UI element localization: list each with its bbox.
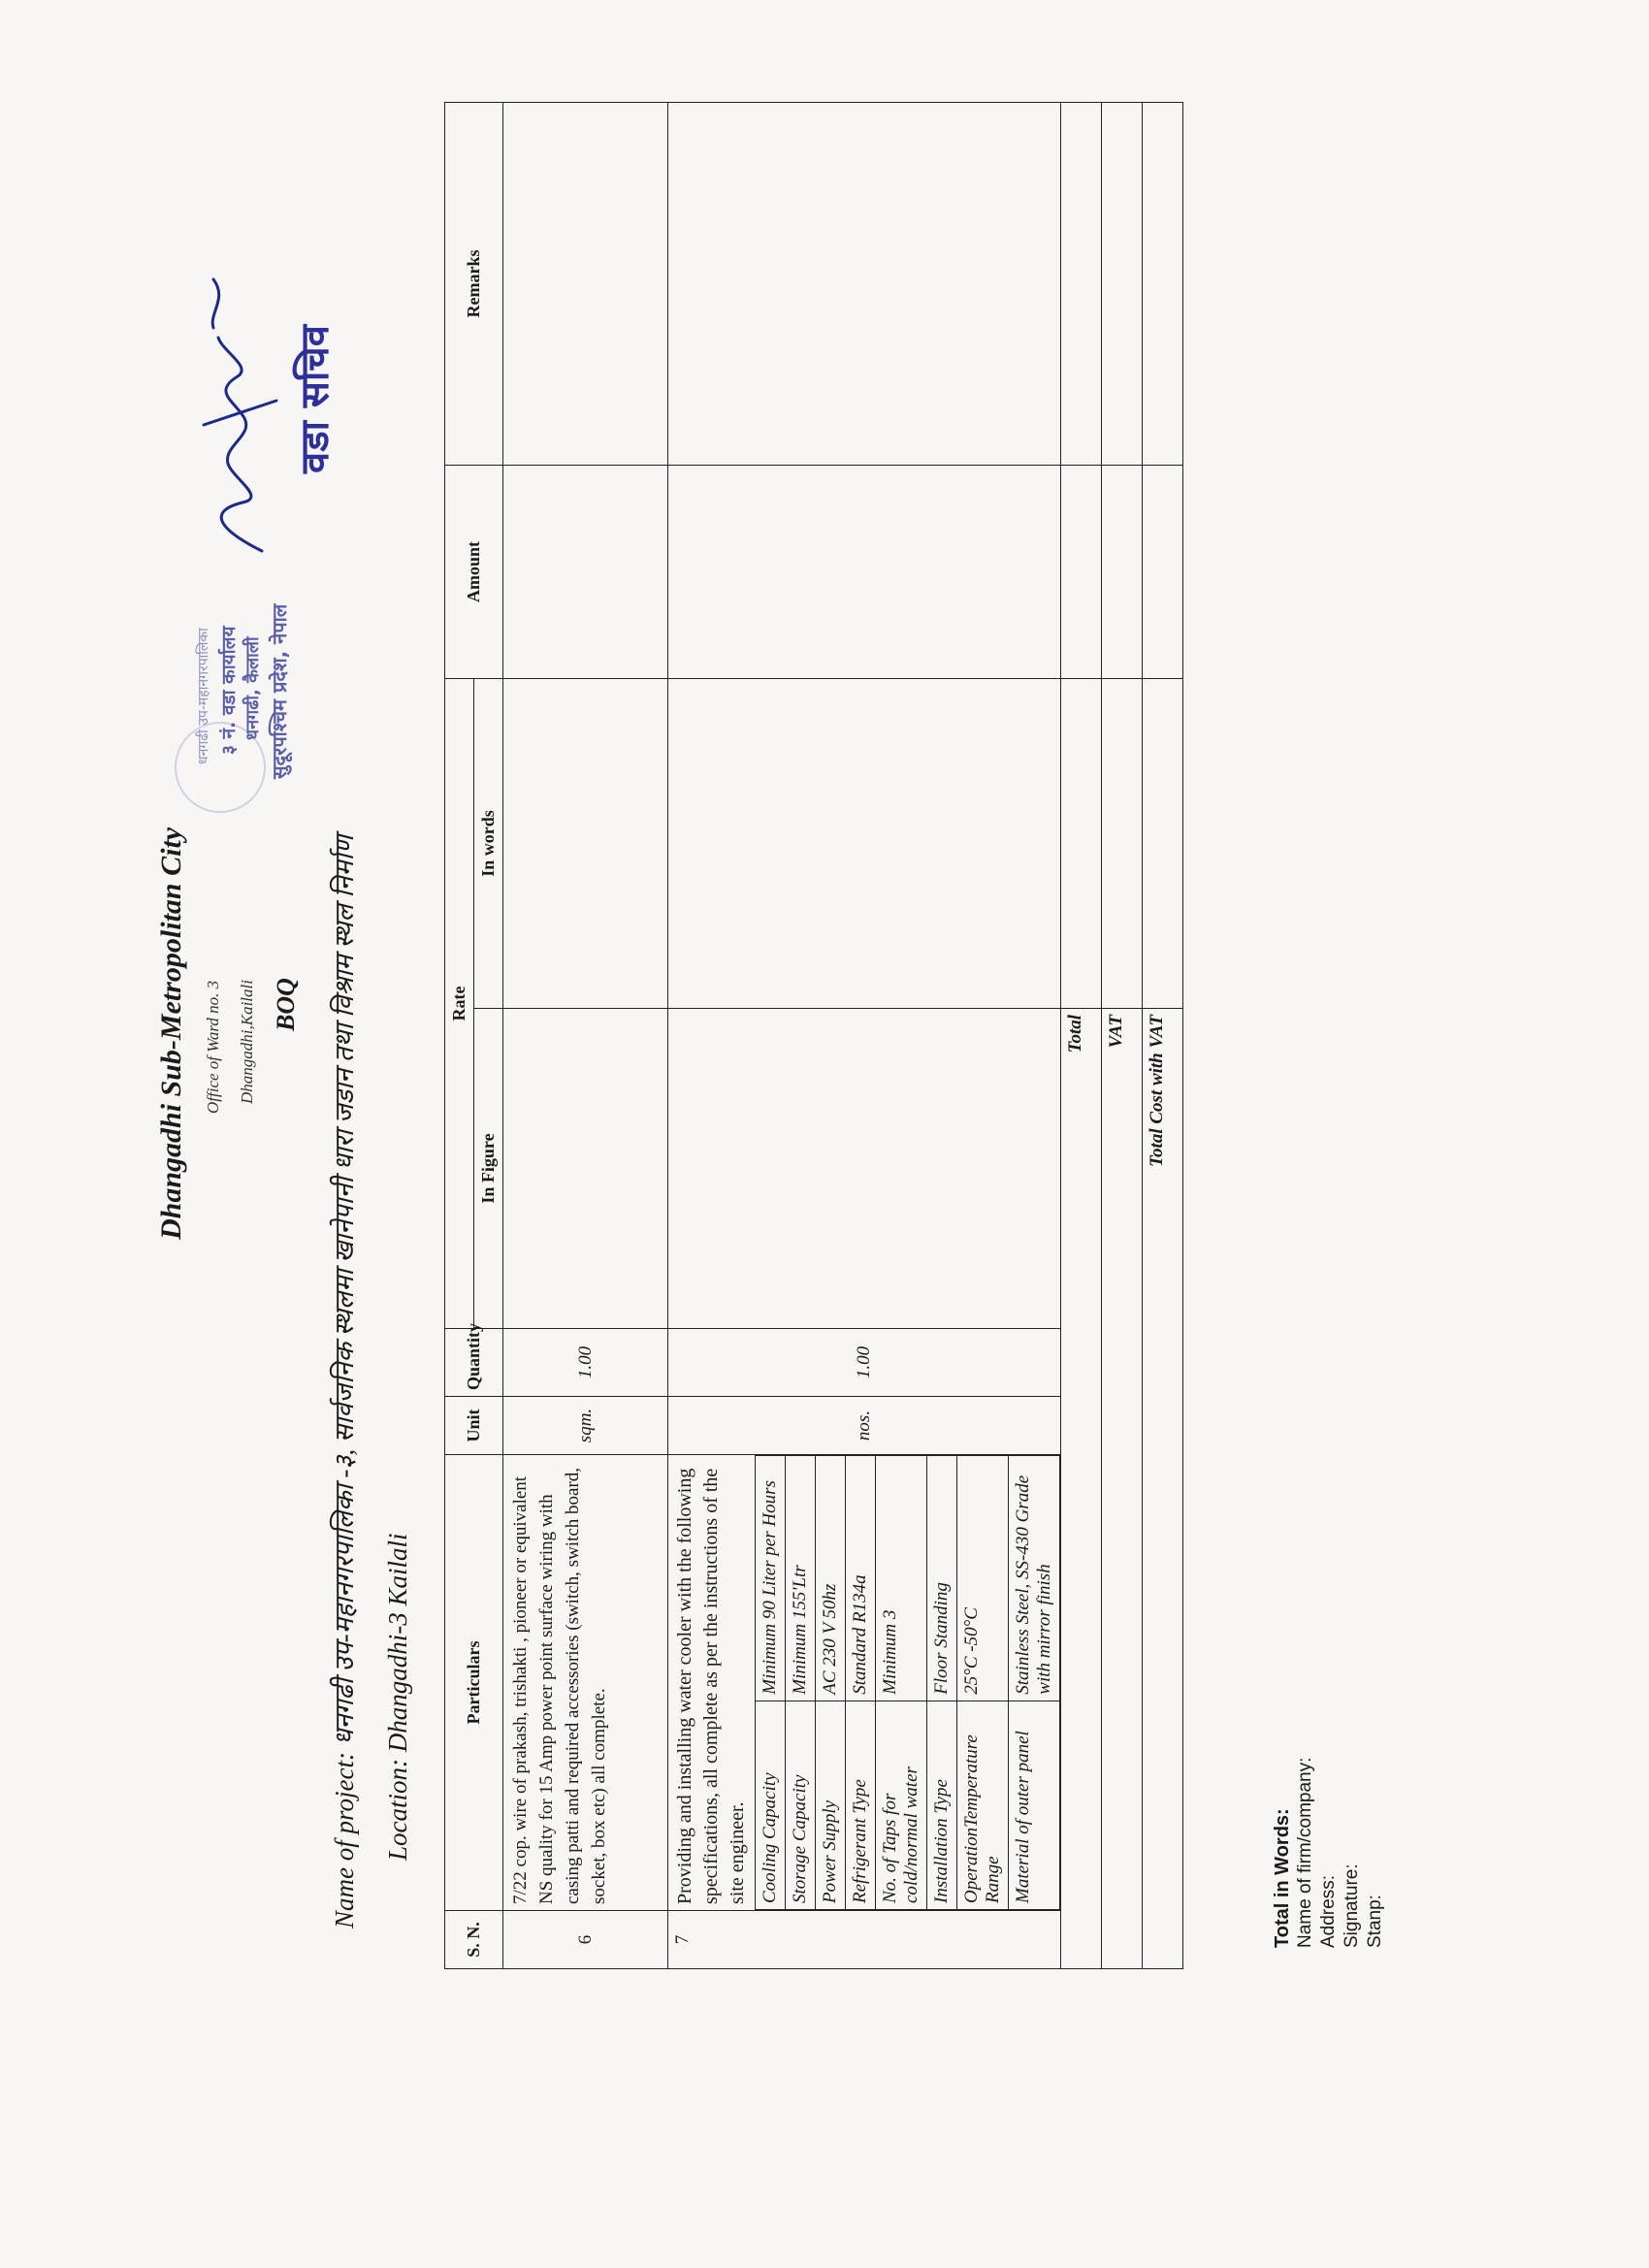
spec-row <box>816 1456 846 1910</box>
spec-value: Minimum 155'Ltr <box>786 1456 816 1701</box>
total-row <box>1061 102 1102 1968</box>
grand-total-row <box>1143 102 1183 1968</box>
document-type: BOQ <box>272 978 300 1031</box>
row-rate-figure <box>503 1009 668 1329</box>
spec-row <box>1009 1456 1060 1910</box>
row-sn: 6 <box>503 1911 668 1969</box>
spec-value: AC 230 V 50hz <box>816 1456 846 1701</box>
spec-value: Stainless Steel, SS-430 Grade with mirror finish <box>1009 1456 1060 1701</box>
spec-name: OperationTemperature Range <box>957 1701 1009 1909</box>
project-name: धनगढी उप-महानगरपालिका -३, सार्वजनिक स्थलमा खानेपानी धारा जडान तथा विश्राम स्थल निर्माण <box>330 834 359 1746</box>
document-title: Dhangadhi Sub-Metropolitan City <box>155 826 187 1240</box>
total-amount <box>1061 465 1102 678</box>
spec-value: 25°C -50°C <box>957 1456 1009 1701</box>
spec-name: Cooling Capacity <box>756 1701 786 1909</box>
stamp-line-4: सुदूरपश्चिम प्रदेश, नेपाल <box>268 603 291 779</box>
total-words <box>1061 678 1102 1008</box>
row-amount <box>668 465 1061 678</box>
row-unit: sqm. <box>503 1397 668 1455</box>
project-label: Name of project: <box>330 1752 359 1928</box>
spec-name: No. of Taps for cold/normal water <box>876 1701 927 1909</box>
header-quantity: Quantity <box>445 1329 503 1397</box>
spec-value: Minimum 3 <box>876 1456 927 1701</box>
location-label: Location: <box>383 1759 412 1861</box>
row-remarks <box>503 102 668 465</box>
office-address: Dhangadhi,Kailali <box>238 980 256 1104</box>
row-particulars: 7/22 cop. wire of prakash, trishakti , pioneer or equivalent NS quality for 15 Amp power point surface wiring with casing patti and required accessories (switch, switch board, socket, box etc) all complete. <box>503 1455 668 1911</box>
row-remarks <box>668 102 1061 465</box>
stamp-label: Stanp: <box>1365 1895 1385 1948</box>
location-line <box>383 1533 413 1861</box>
header-particulars: Particulars <box>445 1455 503 1911</box>
row-rate-figure <box>668 1009 1061 1329</box>
stamp-line-2: ३ नं. वडा कार्यालय <box>218 626 240 755</box>
spec-row <box>927 1456 957 1910</box>
total-in-words-label: Total in Words: <box>1272 1808 1293 1948</box>
vat-row <box>1102 102 1143 1968</box>
spec-row <box>846 1456 876 1910</box>
spec-name: Refrigerant Type <box>846 1701 876 1909</box>
table-row <box>668 102 1061 1968</box>
header-sn: S. N. <box>445 1911 503 1969</box>
grand-total-label: Total Cost with VAT <box>1143 1009 1183 1969</box>
vat-amount <box>1102 465 1143 678</box>
spec-name: Storage Capacity <box>786 1701 816 1909</box>
table-row <box>503 102 668 1968</box>
stamp-line-3: धनगढी, कैलाली <box>242 636 263 740</box>
project-line <box>325 835 361 1928</box>
header-in-figure: In Figure <box>474 1009 503 1329</box>
row-sn: 7 <box>668 1911 1061 1969</box>
spec-name: Material of outer panel <box>1009 1701 1060 1909</box>
spec-value: Minimum 90 Liter per Hours <box>756 1456 786 1701</box>
address-label: Address: <box>1318 1875 1339 1948</box>
spec-name: Power Supply <box>816 1701 846 1909</box>
spec-table <box>755 1455 1060 1910</box>
signature-block <box>184 250 378 570</box>
total-label: Total <box>1061 1009 1102 1969</box>
handwritten-signature <box>184 250 301 570</box>
office-name: Office of Ward no. 3 <box>204 980 222 1114</box>
spec-value: Standard R134a <box>846 1456 876 1701</box>
signatory-title: वडा सचिव <box>293 325 338 473</box>
location-value: Dhangadhi-3 Kailali <box>383 1533 412 1753</box>
boq-table <box>444 102 1183 1969</box>
signature-label: Signature: <box>1342 1863 1362 1948</box>
row-particulars: Providing and installing water cooler with the following specifications, all complete as per the instructions of the site engineer. <box>674 1468 748 1904</box>
row-quantity: 1.00 <box>503 1329 668 1397</box>
header-rate: Rate <box>445 678 474 1328</box>
row-amount <box>503 465 668 678</box>
office-stamp <box>175 599 369 813</box>
row-unit: nos. <box>668 1397 1061 1455</box>
grand-total-words <box>1143 678 1183 1008</box>
row-rate-words <box>668 678 1061 1008</box>
header-amount: Amount <box>445 465 503 678</box>
total-remarks <box>1061 102 1102 465</box>
row-rate-words <box>503 678 668 1008</box>
spec-name: Installation Type <box>927 1701 957 1909</box>
firm-name-label: Name of firm/company: <box>1295 1757 1315 1948</box>
spec-row <box>957 1456 1009 1910</box>
spec-value: Floor Standing <box>927 1456 957 1701</box>
grand-total-remarks <box>1143 102 1183 465</box>
grand-total-amount <box>1143 465 1183 678</box>
vat-label: VAT <box>1102 1009 1143 1969</box>
header-in-words: In words <box>474 678 503 1008</box>
spec-row <box>876 1456 927 1910</box>
row-quantity: 1.00 <box>668 1329 1061 1397</box>
spec-row <box>756 1456 786 1910</box>
table-header-row <box>445 102 474 1968</box>
row-particulars-cell <box>668 1455 1061 1911</box>
footer-block <box>1271 1758 1387 1948</box>
header-unit: Unit <box>445 1397 503 1455</box>
header-remarks: Remarks <box>445 102 503 465</box>
vat-words <box>1102 678 1143 1008</box>
stamp-line-1: धनगढी उप-महानगरपालिका <box>196 628 211 764</box>
vat-remarks <box>1102 102 1143 465</box>
spec-row <box>786 1456 816 1910</box>
